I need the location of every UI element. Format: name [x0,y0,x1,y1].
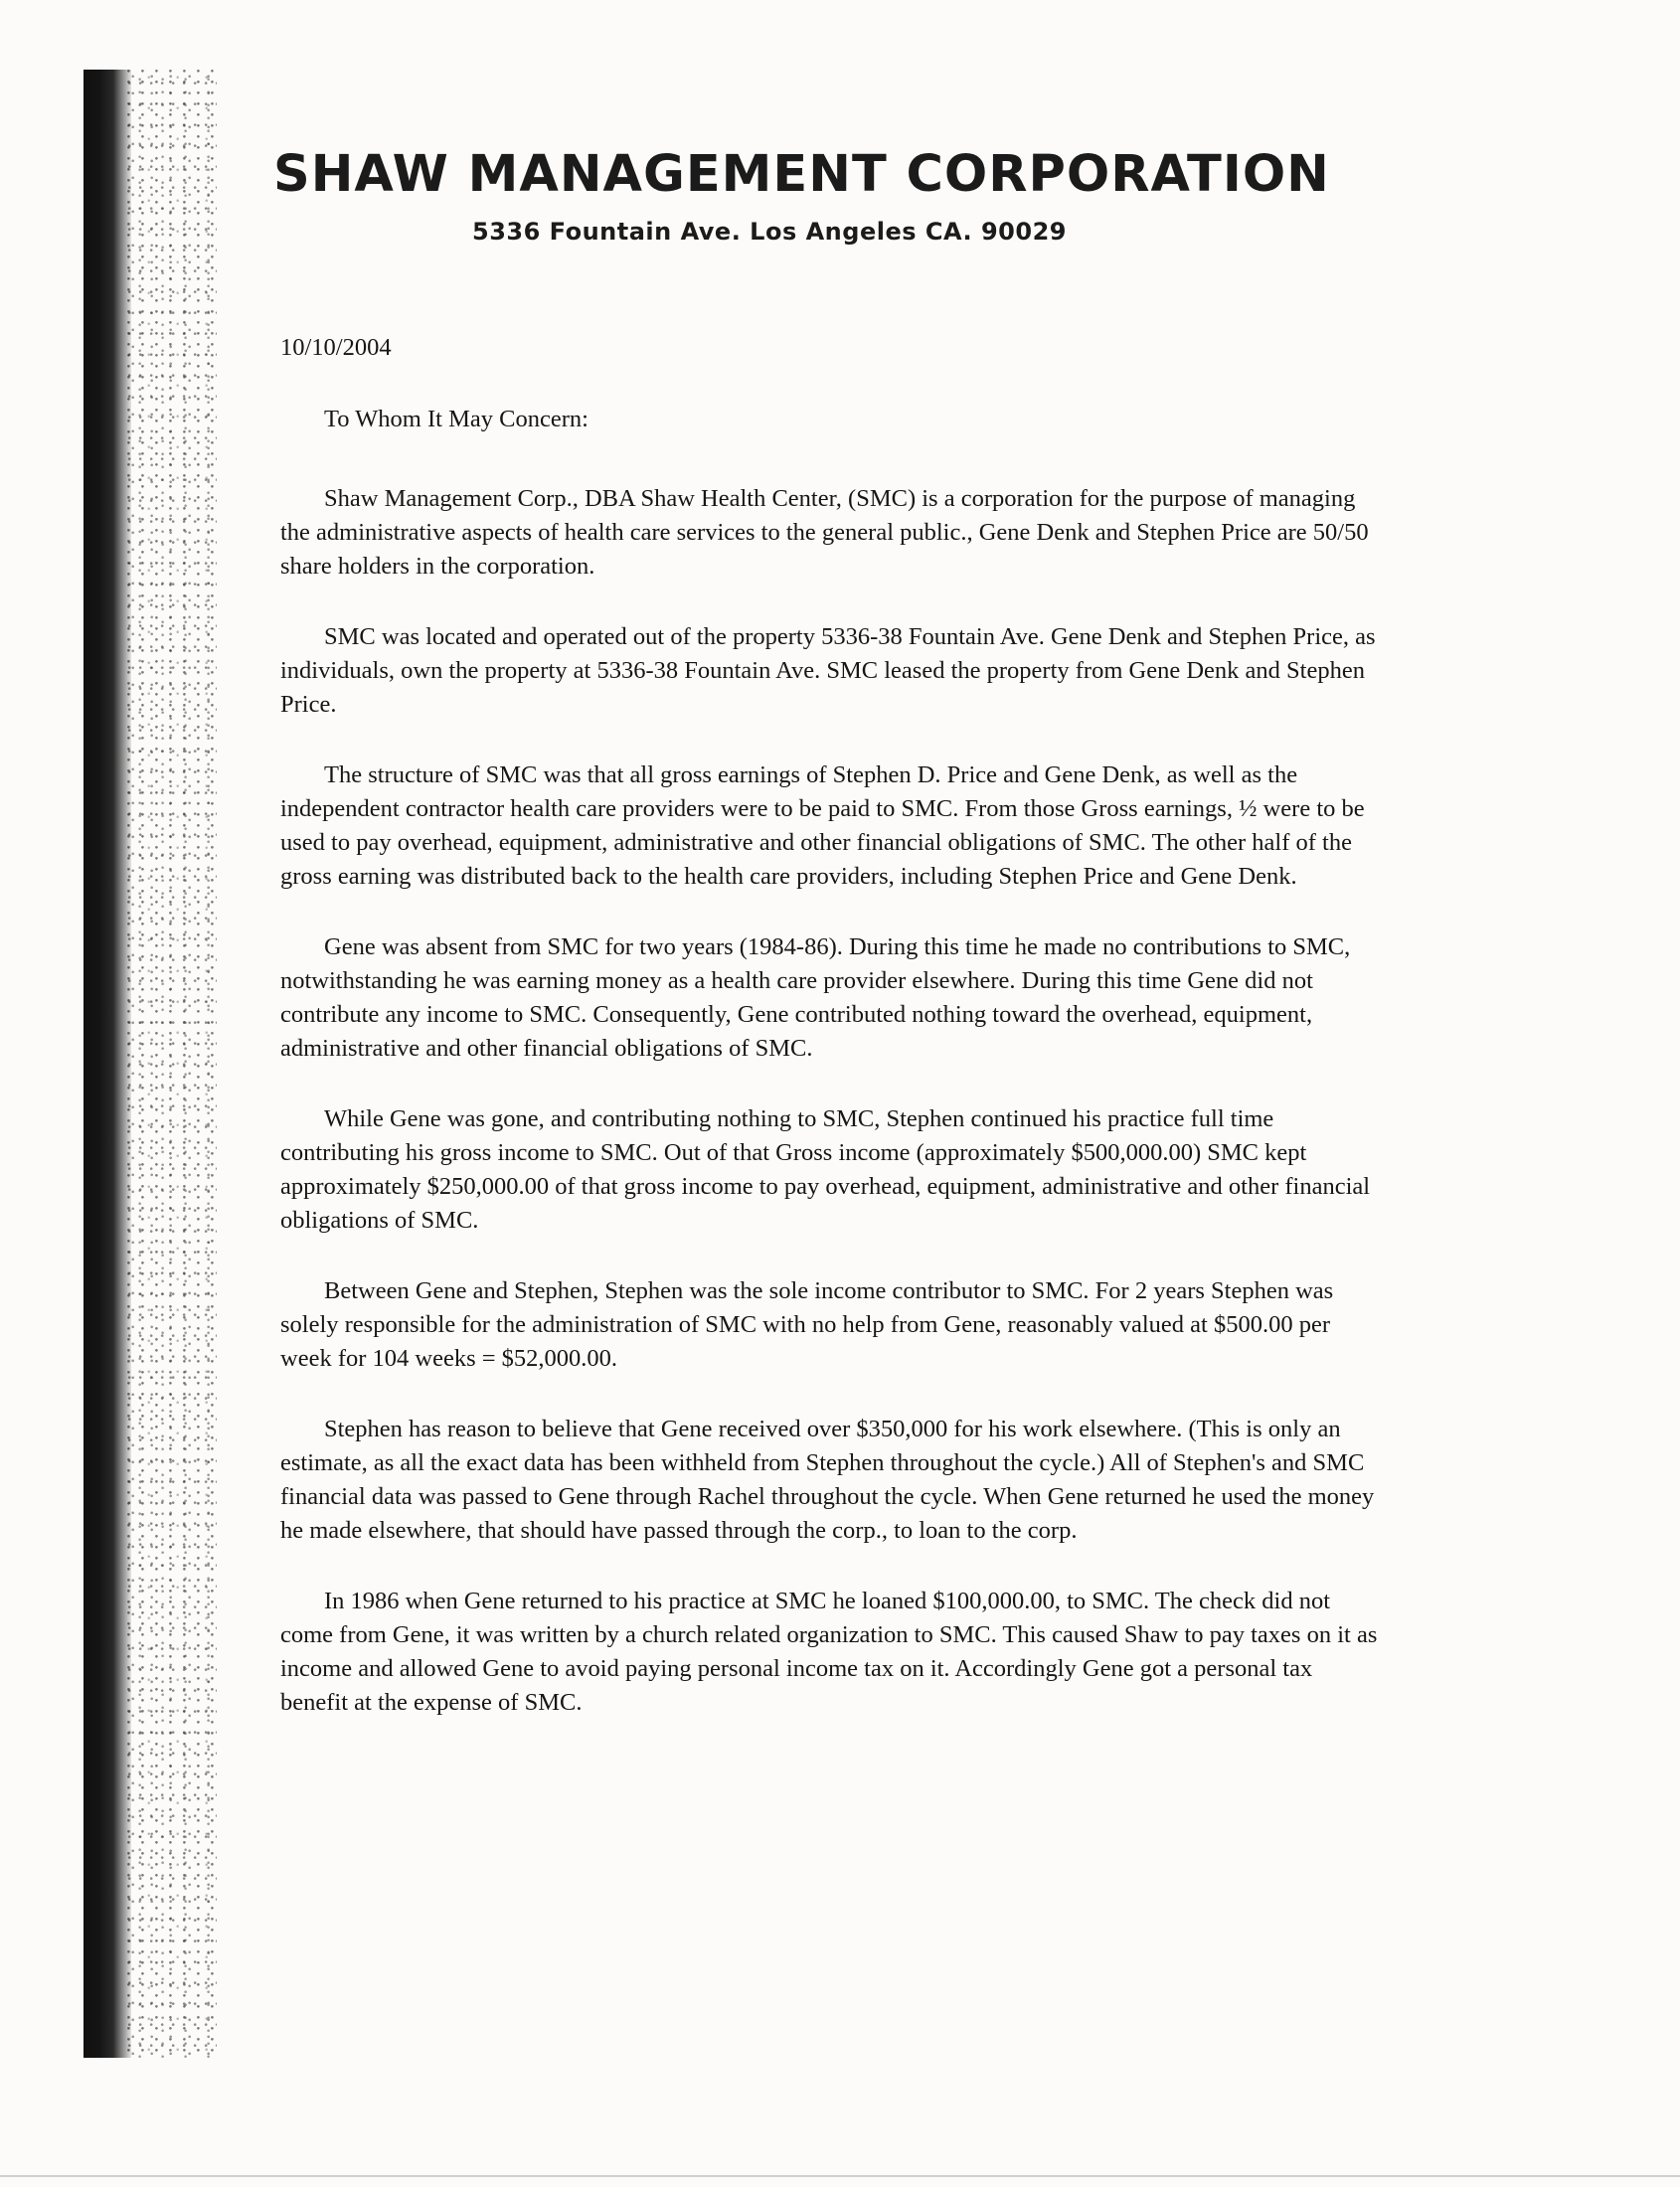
company-address: 5336 Fountain Ave. Los Angeles CA. 90029 [472,218,1067,246]
letter-salutation: To Whom It May Concern: [324,406,588,432]
paragraph-stephen-contribution: While Gene was gone, and contributing nothing to SMC, Stephen continued his practice full time contributing his gross income to SMC. Out of that Gross income (approximately $500,000.00) SMC kept approximately $250,000.00 of that gross income to pay overhead, equipment, administrative and other financial obligations of SMC. [280,1105,1371,1234]
letterhead [273,145,1347,246]
letter-date: 10/10/2004 [280,334,392,361]
paragraph-administration-value: Between Gene and Stephen, Stephen was the sole income contributor to SMC. For 2 years Stephen was solely responsible for the administration of SMC with no help from Gene, reasonably valued at $500.00 per week for 104 weeks = $52,000.00. [280,1277,1334,1372]
scan-bottom-edge [0,2175,1680,2177]
paragraph-property: SMC was located and operated out of the property 5336-38 Fountain Ave. Gene Denk and Stephen Price, as individuals, own the property at 5336-38 Fountain Ave. SMC leased the property from Gene Denk and Stephen Price. [280,623,1376,718]
paragraph-earnings-structure: The structure of SMC was that all gross earnings of Stephen D. Price and Gene Denk, as well as the independent contractor health care providers were to be paid to SMC. From those Gross earnings, ½ were to be used to pay overhead, equipment, administrative and other financial obligations of SMC. The other half of the gross earning was distributed back to the health care providers, including Stephen Price and Gene Denk. [280,761,1365,890]
letter-body [280,331,1384,1757]
paragraph-gene-absence: Gene was absent from SMC for two years (1984-86). During this time he made no contributions to SMC, notwithstanding he was earning money as a health care provider elsewhere. During this time Gene did not contribute any income to SMC. Consequently, Gene contributed nothing toward the overhead, equipment, administrative and other financial obligations of SMC. [280,933,1351,1062]
paragraph-loan: In 1986 when Gene returned to his practice at SMC he loaned $100,000.00, to SMC. The check did not come from Gene, it was written by a church related organization to SMC. This caused Shaw to pay taxes on it as income and allowed Gene to avoid paying personal income tax on it. Accordingly Gene got a personal tax benefit at the expense of SMC. [280,1588,1378,1716]
company-name: SHAW MANAGEMENT CORPORATION [273,145,1330,204]
copier-shadow-edge [84,70,131,2058]
paragraph-corporation-purpose: Shaw Management Corp., DBA Shaw Health Center, (SMC) is a corporation for the purpose of managing the administrative aspects of health care services to the general public., Gene Denk and Stephen Price are 50/50 share holders in the corporation. [280,485,1369,580]
paragraph-gene-earnings: Stephen has reason to believe that Gene received over $350,000 for his work elsewhere. (This is only an estimate, as all the exact data has been withheld from Stephen throughout the cycle.) All of Stephen's and SMC financial data was passed to Gene through Rachel throughout the cycle. When Gene returned he used the money he made elsewhere, that should have passed through the corp., to loan to the corp. [280,1416,1375,1544]
copier-speckle-noise [127,70,217,2058]
